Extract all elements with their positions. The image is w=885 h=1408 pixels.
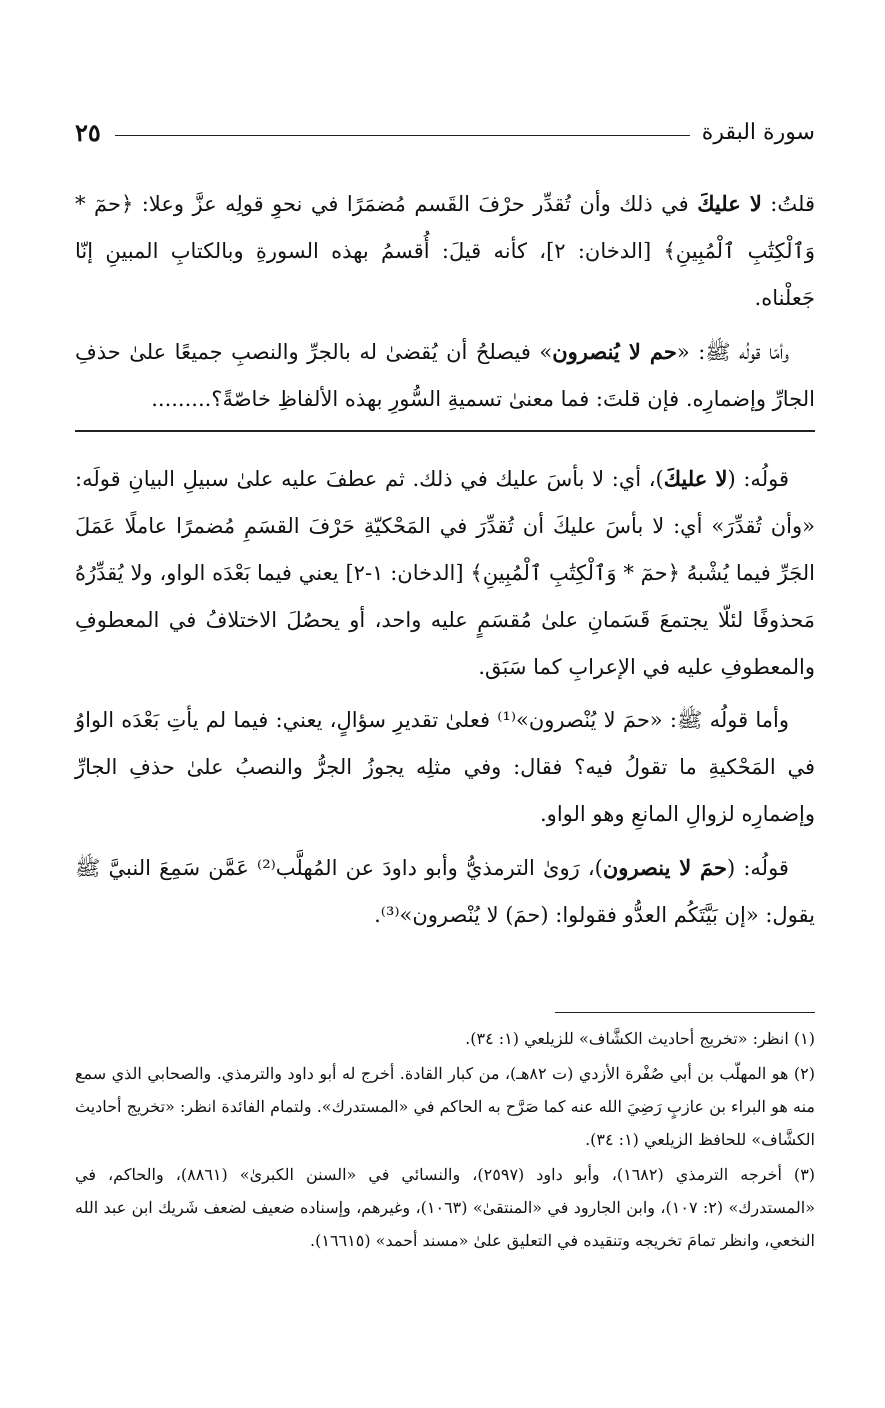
footnote-1: (١) انظر: «تخريج أحاديث الكشَّاف» للزيلعي (١: ٣٤). xyxy=(465,1029,815,1048)
bold-phrase: لا عليكَ xyxy=(663,466,728,491)
header-rule xyxy=(115,135,690,136)
commentary-paragraph-1: قولُه: (لا عليكَ)، أي: لا بأسَ عليك في ذلك. ثم عطفَ عليه علىٰ سبيلِ البيانِ قولَه: «وأن تُقدِّرَ» أي: لا بأسَ عليكَ أن تُقدِّرَ في المَحْكيّةِ حَرْفَ القسَمِ مُضمرًا عاملًا عَمَلَ الجَرِّ فيما يُشْبهُ ﴿حمٓ * وَٱلْكِتَٰبِ ٱلْمُبِينِ﴾ [الدخان: ١-٢] يعني فيما بَعْدَه الواو، ولا يُقدِّرُهُ مَحذوفًا لئلّا يجتمعَ قَسَمانِ علىٰ مُقسَمٍ عليه واحد، أو يحصُلَ الاختلافُ في المعطوفِ والمعطوفِ عليه في الإعرابِ كما سَبَق. xyxy=(75,466,815,679)
footnotes xyxy=(75,1022,815,1259)
bold-phrase: حمَ لا ينصرون xyxy=(602,855,727,880)
bold-phrase: لا عليكَ xyxy=(697,191,762,216)
commentary-paragraph-3: قولُه: (حمَ لا ينصرون)، رَوىٰ الترمذيُّ وأبو داودَ عن المُهلَّب⁽²⁾ عَمَّن سَمِعَ النبيَّ ﷺ يقول: «إن بَيَّتَكُم العدُّو فقولوا: (حمَ) لا يُنْصرون»⁽³⁾. xyxy=(75,855,815,927)
surah-title: سورة البقرة xyxy=(701,119,815,145)
footnote-rule xyxy=(555,1012,815,1013)
main-paragraph-1: قلتُ: لا عليكَ في ذلك وأن تُقدِّر حرْفَ القَسم مُضمَرًا في نحوِ قولِه عزَّ وعلا: ﴿حمٓ * وَٱلْكِتَٰبِ ٱلْمُبِينِ﴾ [الدخان: ٢]، كأنه قيلَ: أُقسمُ بهذه السورةِ وبالكتابِ المبينِ إنّا جَعلْناه. xyxy=(75,191,815,310)
bold-phrase: حم لا يُنصرون xyxy=(552,339,677,364)
footnote-2: (٢) هو المهلّب بن أبي صُفْرة الأزدي (ت ٨٢هـ)، من كبار القادة. أخرج له أبو داود والترمذي. والصحابي الذي سمع منه هو البراء بن عازبٍ رَضِيَ الله عنه كما صَرَّح به الحاكم في «المستدرك». ولتمام الفائدة انظر: «تخريج أحاديث الكشَّاف» للحافظ الزيلعي (١: ٣٤). xyxy=(75,1064,816,1149)
footnote-3: (٣) أخرجه الترمذي (١٦٨٢)، وأبو داود (٢٥٩٧)، والنسائي في «السنن الكبرىٰ» (٨٨٦١)، والحاكم، في «المستدرك» (٢: ١٠٧)، وابن الجارود في «المنتقىٰ» (١٠٦٣)، وغيرهم، وإسناده ضعيف لضعف شَريك ابن عبد الله النخعي، وانظر تمامَ تخريجه وتنقيده في التعليق علىٰ «مسند أحمد» (١٦٦١٥). xyxy=(75,1165,816,1250)
page-number: ٢٥ xyxy=(75,117,101,147)
commentary-text xyxy=(75,455,815,945)
page-header xyxy=(75,112,815,152)
main-paragraph-2: وأمّا قولُه ﷺ: «حم لا يُنصرون» فيصلحُ أن يُقضىٰ له بالجرِّ والنصبِ جميعًا علىٰ حذفِ الجارِّ وإضمارِه. فإن قلتَ: فما معنىٰ تسميةِ السُّورِ بهذه الألفاظِ خاصّةً؟......... xyxy=(75,339,815,411)
commentary-paragraph-2: وأما قولُه ﷺ: «حمَ لا يُنْصرون»⁽¹⁾ فعلىٰ تقديرِ سؤالٍ، يعني: فيما لم يأتِ بَعْدَه الواوُ في المَحْكيةِ ما تقولُ فيه؟ فقال: وفي مثلِه يجوزُ الجرُّ والنصبُ علىٰ حذفِ الجارِّ وإضمارِه لزوالِ المانعِ وهو الواو. xyxy=(75,708,815,826)
main-text xyxy=(75,180,815,429)
section-divider xyxy=(75,430,815,432)
